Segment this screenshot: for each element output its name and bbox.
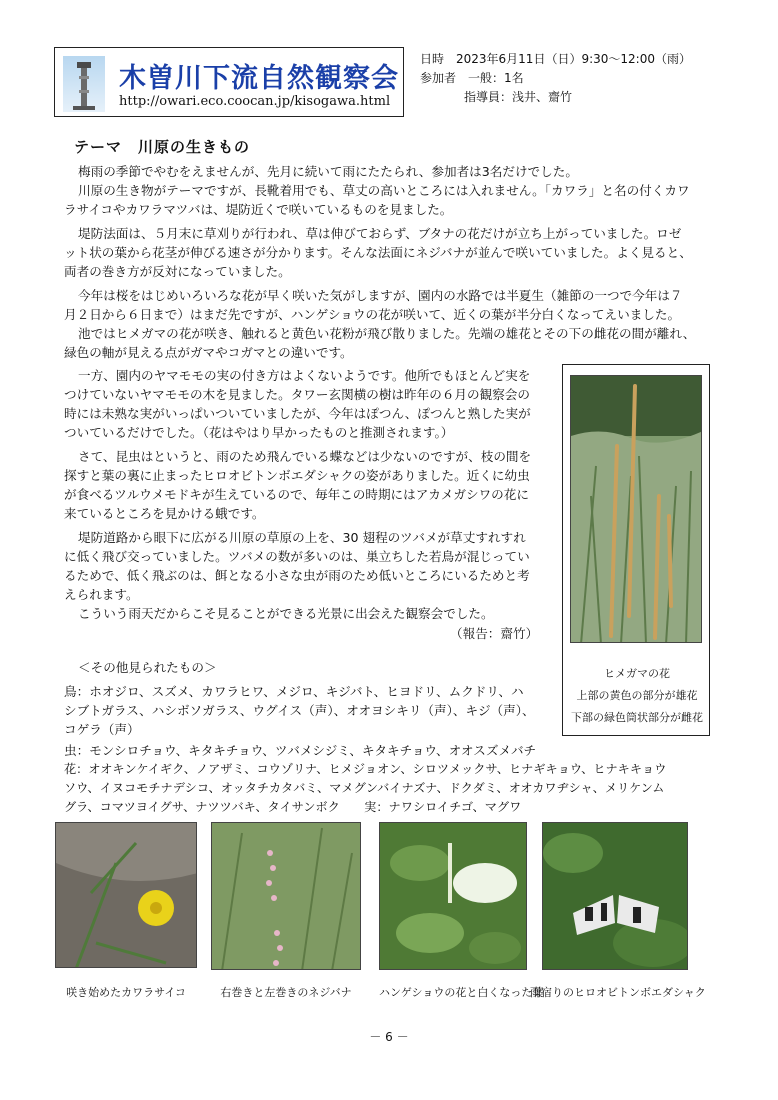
hirobitonbo-photo [542,822,688,970]
guides: 指導員：浅井、齋竹 [464,90,573,104]
paragraph-line: が食べるツルウメモドキが生えているので、毎年この時期にはアカメガシワの花に [64,487,529,502]
paragraph-line: に低く飛び交っていました。ツバメの数が多いのは、巣立ちした若鳥が混じってい [64,549,530,564]
paragraph-line: 緑色の軸が見える点がガマやコガマとの違いです。 [64,345,353,360]
paragraph-line: 月２日から６日まで）はまだ先ですが、ハンゲショウの花が咲いて、近くの葉が半分白くなってえいました。 [64,307,681,322]
website-url[interactable]: http://owari.eco.coocan.jp/kisogawa.html [119,94,391,109]
figure-caption-line: 上部の黄色の部分が雄花 [576,689,698,702]
paragraph-line: 探すと葉の裏に止まったヒロオビトンボエダシャクの姿がありました。近くに幼虫 [64,468,530,483]
others-heading: ＜その他見られたもの＞ [78,660,217,675]
others-line: ソウ、イヌコモチナデシコ、オッタチカタバミ、マメグンバイナズナ、ドクダミ、オオカワヂシャ、メリケンム [64,781,665,795]
photo-caption: 雨宿りのヒロオビトンボエダシャク [530,986,706,999]
paragraph-line: つけていないヤマモモの木を見ました。タワー玄関横の樹は昨年の６月の観察会の [64,387,530,402]
paragraph-line: 池ではヒメガマの花が咲き、触れると黄色い花粉が飛び散りました。先端の雄花とその下の雌花の間が離れ、 [78,326,696,341]
paragraph-line: 来ているところを見かける蛾です。 [64,506,265,521]
figure-caption-line: 下部の緑色筒状部分が雌花 [571,711,703,724]
figure-caption-title: ヒメガマの花 [604,667,670,680]
others-line: シブトガラス、ハシボソガラス、ウグイス（声）、オオヨシキリ（声）、キジ（声）、 [64,703,535,718]
nejibana-photo [211,822,361,970]
others-line: 虫：モンシロチョウ、キタキチョウ、ツバメシジミ、キタキチョウ、オオスズメバチ [64,743,537,758]
paragraph-line: こういう雨天だからこそ見ることができる光景に出会えた観察会でした。 [78,606,494,621]
participants: 参加者 一般：1名 [420,71,524,85]
others-line: 花：オオキンケイギク、ノアザミ、コウゾリナ、ヒメジョオン、シロツメックサ、ヒナギキョウ、ヒナキキョウ [64,762,667,776]
himegama-photo [570,375,702,643]
paragraph-line: るためで、低く飛ぶのは、餌となる小さな虫が雨のため低いところにいるためと考 [64,568,530,583]
theme-heading: テーマ 川原の生きもの [74,138,251,156]
event-date: 日時 2023年6月11日（日）9:30〜12:00（雨） [420,52,691,66]
photo-caption: 咲き始めたカワラサイコ [66,986,186,999]
paragraph-line: 川原の生き物がテーマですが、長靴着用でも、草丈の高いところには入れません。「カワラ」と名の付くカワ [78,183,690,198]
paragraph-line: 時には未熟な実がいっぱいついていましたが、今年はぽつん、ぽつんと熟した実が [64,406,531,421]
paragraph-line: えられます。 [64,587,139,602]
paragraph-line: ついているだけでした。（花はやはり早かったものと推測されます。） [64,425,454,440]
page-number: － 6 － [369,1030,409,1044]
paragraph-line: 堤防道路から眼下に広がる川原の草原の上を、30 翅程のツバメが草丈すれすれ [78,530,526,545]
kawarasaiko-photo [55,822,197,968]
page-title: 木曽川下流自然観察会 [119,63,399,94]
himegama-figure [562,364,710,736]
others-line: 鳥：ホオジロ、スズメ、カワラヒワ、メジロ、キジバト、ヒヨドリ、ムクドリ、ハ [64,684,524,699]
header-box [54,47,404,117]
paragraph-line: 一方、園内のヤマモモの実の付き方はよくないようです。他所でもほとんど実を [78,368,531,383]
paragraph-line: 今年は桜をはじめいろいろな花が早く咲いた気がしますが、園内の水路では半夏生（雑節の一つで今年は７ [78,288,683,303]
paragraph-line: 堤防法面は、５月末に草刈りが行われ、草は伸びておらず、ブタナの花だけが立ち上がっていました。ロゼ [78,226,682,241]
photo-caption: 右巻きと左巻きのネジバナ [220,986,352,999]
paragraph-line: ラサイコやカワラマツバは、堤防近くで咲いているものを見ました。 [64,202,453,217]
hangeshou-photo [379,822,527,970]
others-line: コゲラ（声） [64,722,140,737]
paragraph-line: 両者の巻き方が反対になっていました。 [64,264,291,279]
paragraph-line: さて、昆虫はというと、雨のため飛んでいる蝶などは少ないのですが、枝の間を [78,449,532,464]
tower-logo [63,56,105,112]
report-credit: （報告：齋竹） [450,626,539,641]
paragraph-line: 梅雨の季節でやむをえませんが、先月に続いて雨にたたられ、参加者は3名だけでした。 [78,164,578,179]
others-line: グラ、コマツヨイグサ、ナツツバキ、タイサンボク 実：ナワシロイチゴ、マグワ [64,800,522,814]
photo-caption: ハンゲショウの花と白くなった葉 [379,986,544,999]
paragraph-line: ット状の葉から花茎が伸びる速さが分かります。そんな法面にネジバナが並んで咲いていました。よく見ると、 [64,245,692,260]
